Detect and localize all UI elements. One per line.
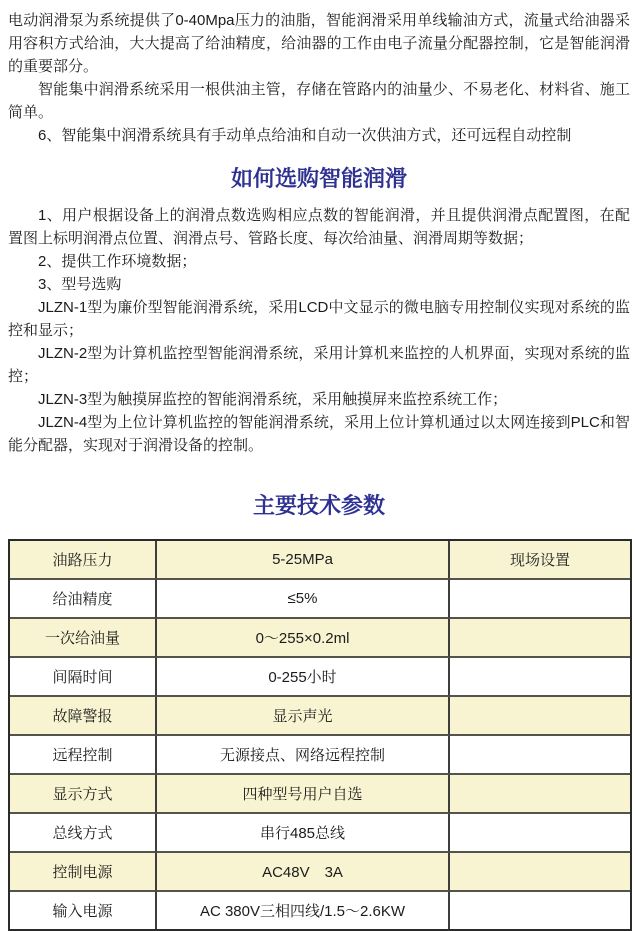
param-value-cell: AC48V 3A bbox=[157, 853, 450, 892]
param-note-cell: 现场设置 bbox=[450, 541, 630, 580]
param-name-cell: 输入电源 bbox=[10, 892, 157, 929]
param-value-cell: ≤5% bbox=[157, 580, 450, 619]
intro-paragraph-2: 智能集中润滑系统采用一根供油主管，存储在管路内的油量少、不易老化、材料省、施工简单。 bbox=[8, 81, 630, 121]
selection-paragraph-3: 3、型号选购 bbox=[38, 276, 122, 293]
selection-paragraph-2: 2、提供工作环境数据； bbox=[38, 253, 197, 270]
param-note-cell bbox=[450, 775, 630, 814]
selection-paragraph-jlzn1: JLZN-1型为廉价型智能润滑系统，采用LCD中文显示的微电脑专用控制仪实现对系统的监控和显示； bbox=[8, 299, 630, 339]
section-title-selection-guide: 如何选购智能润滑 bbox=[230, 166, 407, 191]
param-value-cell: AC 380V三相四线/1.5～2.6KW bbox=[157, 892, 450, 929]
param-name-cell: 远程控制 bbox=[10, 736, 157, 775]
table-row bbox=[10, 853, 630, 892]
param-note-cell bbox=[450, 736, 630, 775]
param-note-cell bbox=[450, 697, 630, 736]
table-row bbox=[10, 619, 630, 658]
table-row bbox=[10, 814, 630, 853]
selection-paragraph-jlzn4: JLZN-4型为上位计算机监控的智能润滑系统，采用上位计算机通过以太网连接到PLC和智能分配器，实现对于润滑设备的控制。 bbox=[8, 414, 630, 454]
table-row bbox=[10, 697, 630, 736]
table-row bbox=[10, 892, 630, 929]
table-row bbox=[10, 580, 630, 619]
param-value-cell: 5-25MPa bbox=[157, 541, 450, 580]
param-name-cell: 给油精度 bbox=[10, 580, 157, 619]
param-value-cell: 无源接点、网络远程控制 bbox=[157, 736, 450, 775]
param-note-cell bbox=[450, 814, 630, 853]
param-value-cell: 串行485总线 bbox=[157, 814, 450, 853]
table-row bbox=[10, 736, 630, 775]
param-value-cell: 显示声光 bbox=[157, 697, 450, 736]
param-name-cell: 显示方式 bbox=[10, 775, 157, 814]
param-name-cell: 一次给油量 bbox=[10, 619, 157, 658]
param-name-cell: 故障警报 bbox=[10, 697, 157, 736]
param-name-cell: 控制电源 bbox=[10, 853, 157, 892]
intro-paragraph-1: 电动润滑泵为系统提供了0-40Mpa压力的油脂，智能润滑采用单线输油方式，流量式给油器采用容积方式给油，大大提高了给油精度，给油器的工作由电子流量分配器控制，它是智能润滑的重要部分。 bbox=[8, 12, 630, 75]
selection-paragraph-1: 1、用户根据设备上的润滑点数选购相应点数的智能润滑，并且提供润滑点配置图，在配置图上标明润滑点位置、润滑点号、管路长度、每次给油量、润滑周期等数据； bbox=[8, 207, 630, 247]
param-note-cell bbox=[450, 580, 630, 619]
selection-paragraph-jlzn3: JLZN-3型为触摸屏监控的智能润滑系统，采用触摸屏来监控系统工作； bbox=[38, 391, 508, 408]
parameters-table bbox=[8, 539, 632, 931]
param-note-cell bbox=[450, 619, 630, 658]
param-note-cell bbox=[450, 853, 630, 892]
param-value-cell: 四种型号用户自选 bbox=[157, 775, 450, 814]
intro-paragraph-3: 6、智能集中润滑系统具有手动单点给油和自动一次供油方式，还可远程自动控制 bbox=[38, 127, 572, 144]
param-note-cell bbox=[450, 658, 630, 697]
param-name-cell: 间隔时间 bbox=[10, 658, 157, 697]
param-value-cell: 0～255×0.2ml bbox=[157, 619, 450, 658]
table-row bbox=[10, 658, 630, 697]
param-name-cell: 油路压力 bbox=[10, 541, 157, 580]
table-row bbox=[10, 775, 630, 814]
param-value-cell: 0-255小时 bbox=[157, 658, 450, 697]
param-name-cell: 总线方式 bbox=[10, 814, 157, 853]
table-row bbox=[10, 541, 630, 580]
selection-paragraph-jlzn2: JLZN-2型为计算机监控型智能润滑系统，采用计算机来监控的人机界面，实现对系统的监控； bbox=[8, 345, 630, 385]
param-note-cell bbox=[450, 892, 630, 929]
section-title-parameters: 主要技术参数 bbox=[252, 493, 385, 518]
